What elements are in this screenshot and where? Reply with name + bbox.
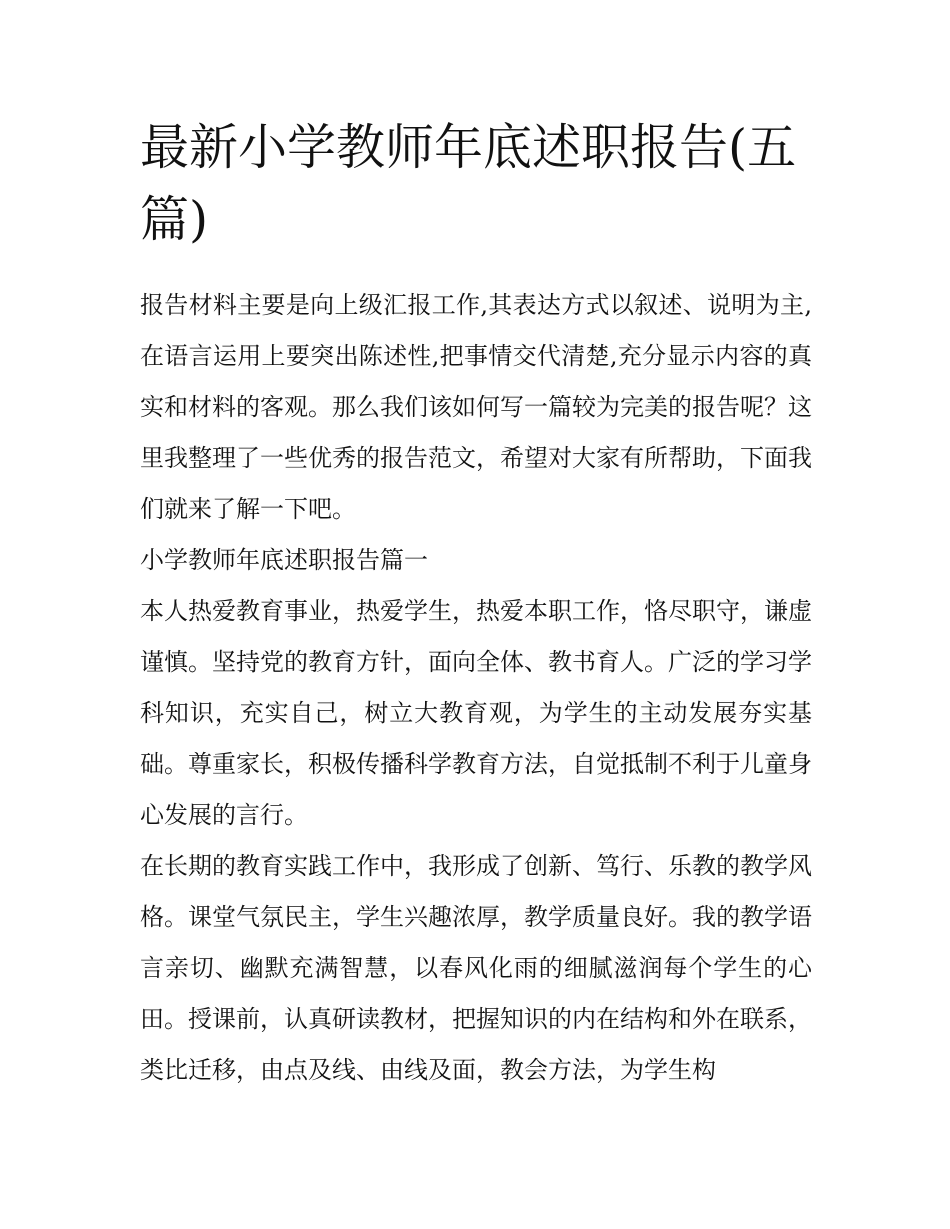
intro-paragraph: 报告材料主要是向上级汇报工作,其表达方式以叙述、说明为主,在语言运用上要突出陈述性,把事情交代清楚,充分显示内容的真实和材料的客观。那么我们该如何写一篇较为完美的报告呢？这里我整理了一些优秀的报告范文，希望对大家有所帮助，下面我们就来了解一下吧。 bbox=[140, 291, 812, 523]
document-title: 最新小学教师年底述职报告(五篇) bbox=[140, 119, 797, 248]
body-paragraph-1: 本人热爱教育事业，热爱学生，热爱本职工作，恪尽职守，谦虚谨慎。坚持党的教育方针，面向全体、教书育人。广泛的学习学科知识，充实自己，树立大教育观，为学生的主动发展夯实基础。尊重家长，积极传播科学教育方法，自觉抵制不利于儿童身心发展的言行。 bbox=[140, 597, 812, 829]
body-paragraph-2: 在长期的教育实践工作中，我形成了创新、笃行、乐教的教学风格。课堂气氛民主，学生兴趣浓厚，教学质量良好。我的教学语言亲切、幽默充满智慧，以春风化雨的细腻滋润每个学生的心田。授课前，认真研读教材，把握知识的内在结构和外在联系，类比迁移，由点及线、由线及面，教会方法，为学生构 bbox=[140, 852, 812, 1084]
document-body bbox=[140, 112, 812, 1096]
section-heading: 小学教师年底述职报告篇一 bbox=[140, 546, 428, 574]
